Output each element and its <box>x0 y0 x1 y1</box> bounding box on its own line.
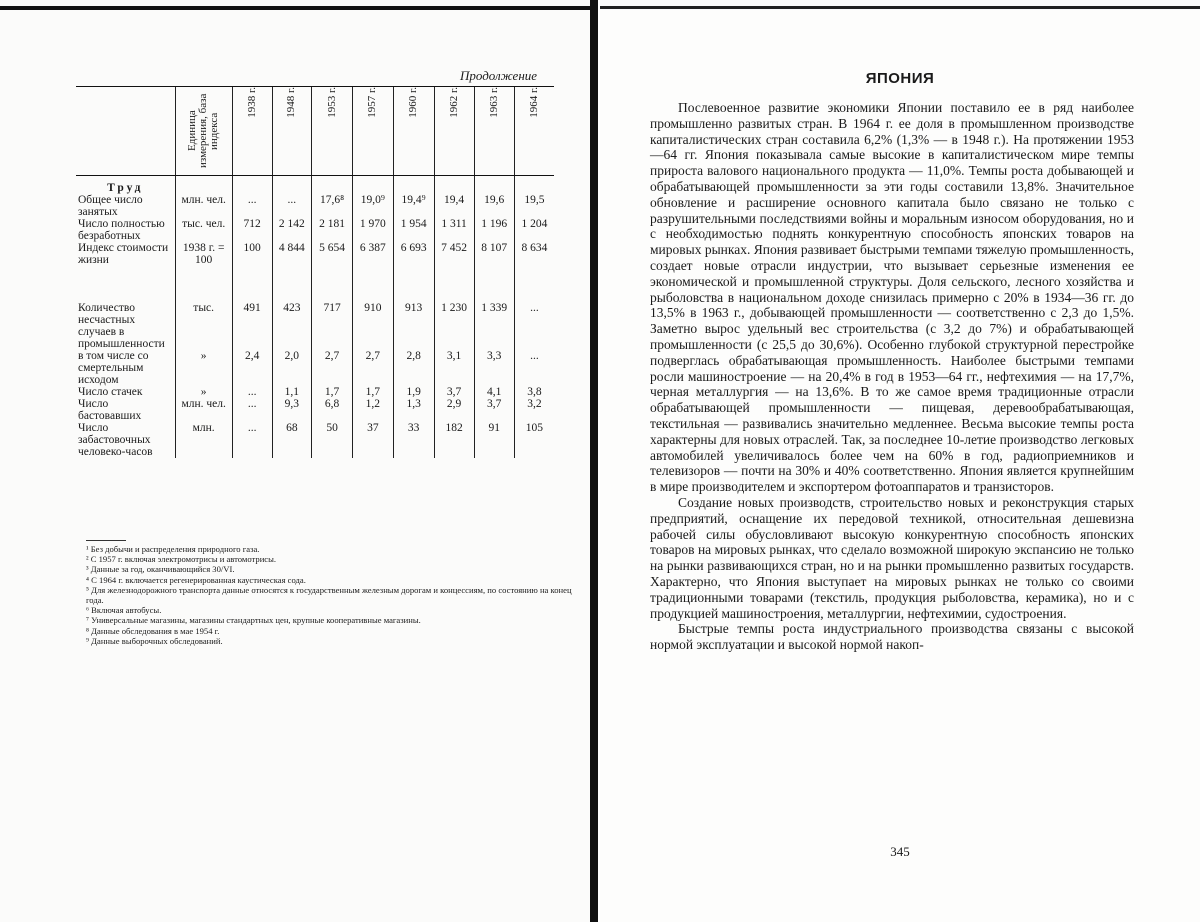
row-unit: » <box>175 386 232 398</box>
row-label: Число забастовочных человеко-часов <box>76 422 175 458</box>
table-cell: 1,2 <box>352 398 393 422</box>
table-cell: 6,8 <box>312 398 353 422</box>
table-cell: 2,7 <box>352 350 393 386</box>
header-unit: Единица измерения, база индекса <box>175 87 232 176</box>
table-cell: 4 844 <box>272 242 312 266</box>
table-cell: ... <box>272 194 312 218</box>
top-rule-right <box>600 6 1200 9</box>
table-cell: ... <box>232 386 272 398</box>
table-cell: 2 181 <box>312 218 353 242</box>
row-unit: » <box>175 350 232 386</box>
statistics-table <box>76 86 554 458</box>
row-label: Число полностью безработных <box>76 218 175 242</box>
table-cell: 19,0⁹ <box>352 194 393 218</box>
footnote: ² С 1957 г. включая электромотрисы и автомотрисы. <box>86 554 574 564</box>
table-row <box>76 398 554 422</box>
header-1953: 1953 г. <box>312 87 353 176</box>
paragraph: Создание новых производств, строительство новых и реконструкция старых предприятий, оснащение их передовой техникой, относительная дешевизна рабочей силы обусловливают высокую конкурентную способность японских товаров на мировых рынках, что сделало возможной широкую экспансию не только на рынки развивающихся стран, но и на рынки промышленно развитых государств. Характерно, что Япония выступает на мировых рынках не только со своими традиционными товарами (текстиль, продукция рыболовства, керамика), но и с продукцией машиностроения, металлургии, нефтехимии, судостроения. <box>650 495 1134 621</box>
footnote: ⁶ Включая автобусы. <box>86 605 574 615</box>
row-label: Число бастовавших <box>76 398 175 422</box>
paragraph: Послевоенное развитие экономики Японии поставило ее в ряд наиболее промышленно развитых стран. В 1964 г. ее доля в промышленном производстве капиталистических стран составила 6,2% (1,3% — в 1948 г.). На протяжении 1953—64 гг. Япония показывала самые высокие в капиталистическом мире темпы прироста валового национального продукта — 11,0%. Темпы роста добывающей и обрабатывающей промышленности за эти годы составили 13,8%. Значительное обновление и расширение основного капитала было связано не только с разрушительными последствиями войны и моральным износом оборудования, но и с необходимостью поднять конкурентную способность японских товаров на мировых рынках. Япония развивает быстрыми темпами тяжелую промышленность, создает новые отрасли индустрии, что вызывает серьезные изменения ее экономической и промышленной структуры. Доля сельского, лесного хозяйства и рыболовства в национальном доходе снизилась примерно с 20% в 1934—36 гг. до 13,5% в 1963 г., добывающей промышленности — соответственно с 2,3 до 1,5%. Заметно вырос удельный вес строительства (с 3,2 до 7%) и обрабатывающей промышленности (с 25,5 до 30,6%). Особенно глубокой структурной перестройке подверглась обрабатывающая промышленность. Наиболее быстрыми темпами росли машиностроение — на 20,4% в год в 1953—64 гг., нефтехимия — на 17,7%, черная металлургия — на 13,6%. В то же самое время традиционные отрасли обрабатывающей промышленности — пищевая, деревообрабатывающая, текстильная — развивались значительно медленнее. Весьма высокие темпы роста характерны для новых отраслей. Так, за последнее 10-летие производство легковых автомобилей увеличивалось более чем на 60% в год, радиоприемников и телевизоров — почти на 30% и 40% соответственно. Япония является крупнейшим в мире производителем и экспортером фотоаппаратов и транзисторов. <box>650 100 1134 495</box>
table-cell: 19,4 <box>434 194 474 218</box>
row-label: в том числе со смертельным исходом <box>76 350 175 386</box>
row-unit: млн. чел. <box>175 194 232 218</box>
table-cell: 913 <box>393 302 434 350</box>
table-cell: 8 107 <box>474 242 514 266</box>
table-cell: 91 <box>474 422 514 458</box>
section-title: Труд <box>76 176 175 195</box>
book-gutter <box>590 0 598 922</box>
table-cell: 2 142 <box>272 218 312 242</box>
row-unit: млн. чел. <box>175 398 232 422</box>
table-cell: 17,6⁸ <box>312 194 353 218</box>
table-cell: ... <box>232 194 272 218</box>
table-cell: 3,2 <box>514 398 554 422</box>
table-cell: 423 <box>272 302 312 350</box>
table-row <box>76 302 554 350</box>
footnote-rule <box>86 540 126 541</box>
row-unit: 1938 г. = 100 <box>175 242 232 266</box>
table-cell: 491 <box>232 302 272 350</box>
table-cell: 19,6 <box>474 194 514 218</box>
table-cell: 182 <box>434 422 474 458</box>
table-cell: ... <box>514 302 554 350</box>
table-cell: 2,9 <box>434 398 474 422</box>
table-cell: ... <box>232 398 272 422</box>
header-1963: 1963 г. <box>474 87 514 176</box>
paragraph: Быстрые темпы роста индустриального производства связаны с высокой нормой эксплуатации и высокой нормой накоп- <box>650 621 1134 653</box>
table-cell: 50 <box>312 422 353 458</box>
table-cell: 2,8 <box>393 350 434 386</box>
row-unit: млн. <box>175 422 232 458</box>
table-cell: 6 387 <box>352 242 393 266</box>
table-cell: ... <box>232 422 272 458</box>
row-label: Количество несчастных случаев в промышленности <box>76 302 175 350</box>
table-row <box>76 218 554 242</box>
table-cell: 100 <box>232 242 272 266</box>
continuation-label: Продолжение <box>460 68 537 84</box>
footnotes <box>86 544 574 646</box>
table-cell: ... <box>514 350 554 386</box>
table-row <box>76 386 554 398</box>
table-cell: 3,8 <box>514 386 554 398</box>
table-cell: 2,7 <box>312 350 353 386</box>
table-cell: 1 311 <box>434 218 474 242</box>
table-row <box>76 350 554 386</box>
table-cell: 712 <box>232 218 272 242</box>
table-cell: 68 <box>272 422 312 458</box>
table-row <box>76 242 554 266</box>
table-cell: 1 339 <box>474 302 514 350</box>
row-label: Общее число занятых <box>76 194 175 218</box>
table-cell: 19,4⁹ <box>393 194 434 218</box>
table-cell: 1 204 <box>514 218 554 242</box>
table-cell: 717 <box>312 302 353 350</box>
row-unit: тыс. <box>175 302 232 350</box>
article-body <box>650 100 1134 653</box>
table-cell: 4,1 <box>474 386 514 398</box>
table-cell: 1,7 <box>352 386 393 398</box>
table-cell: 3,7 <box>434 386 474 398</box>
table-cell: 3,1 <box>434 350 474 386</box>
row-label: Число стачек <box>76 386 175 398</box>
table-cell: 19,5 <box>514 194 554 218</box>
table-cell: 1,1 <box>272 386 312 398</box>
table-cell: 37 <box>352 422 393 458</box>
page-number: 345 <box>600 844 1200 860</box>
header-1962: 1962 г. <box>434 87 474 176</box>
table-cell: 9,3 <box>272 398 312 422</box>
top-rule-left <box>0 6 592 10</box>
table-cell: 8 634 <box>514 242 554 266</box>
header-1960: 1960 г. <box>393 87 434 176</box>
row-label: Индекс стоимости жизни <box>76 242 175 266</box>
header-1964: 1964 г. <box>514 87 554 176</box>
table-cell: 105 <box>514 422 554 458</box>
table-cell: 6 693 <box>393 242 434 266</box>
table-cell: 910 <box>352 302 393 350</box>
footnote: ⁵ Для железнодорожного транспорта данные относятся к государственным железным дорогам и концессиям, по состоянию на конец года. <box>86 585 574 605</box>
table-cell: 1,9 <box>393 386 434 398</box>
footnote: ⁸ Данные обследования в мае 1954 г. <box>86 626 574 636</box>
footnote: ⁷ Универсальные магазины, магазины стандартных цен, крупные кооперативные магазины. <box>86 615 574 625</box>
table-cell: 3,7 <box>474 398 514 422</box>
table-spacer <box>76 266 554 302</box>
footnote: ³ Данные за год, оканчивающийся 30/VI. <box>86 564 574 574</box>
table-cell: 7 452 <box>434 242 474 266</box>
table-cell: 3,3 <box>474 350 514 386</box>
table-row <box>76 194 554 218</box>
table-cell: 2,4 <box>232 350 272 386</box>
footnote: ⁴ С 1964 г. включается регенерированная каустическая сода. <box>86 575 574 585</box>
table-cell: 1 970 <box>352 218 393 242</box>
table-cell: 1 954 <box>393 218 434 242</box>
table-cell: 33 <box>393 422 434 458</box>
section-row <box>76 176 554 195</box>
footnote: ¹ Без добычи и распределения природного газа. <box>86 544 574 554</box>
header-1957: 1957 г. <box>352 87 393 176</box>
header-1948: 1948 г. <box>272 87 312 176</box>
header-1938: 1938 г. <box>232 87 272 176</box>
table-cell: 1,7 <box>312 386 353 398</box>
page-title: ЯПОНИЯ <box>600 70 1200 87</box>
row-unit: тыс. чел. <box>175 218 232 242</box>
table-cell: 2,0 <box>272 350 312 386</box>
table-cell: 1 230 <box>434 302 474 350</box>
footnote: ⁹ Данные выборочных обследований. <box>86 636 574 646</box>
header-empty <box>76 87 175 176</box>
table-row <box>76 422 554 458</box>
table-cell: 1,3 <box>393 398 434 422</box>
table-header-row <box>76 87 554 176</box>
table-cell: 5 654 <box>312 242 353 266</box>
table-cell: 1 196 <box>474 218 514 242</box>
